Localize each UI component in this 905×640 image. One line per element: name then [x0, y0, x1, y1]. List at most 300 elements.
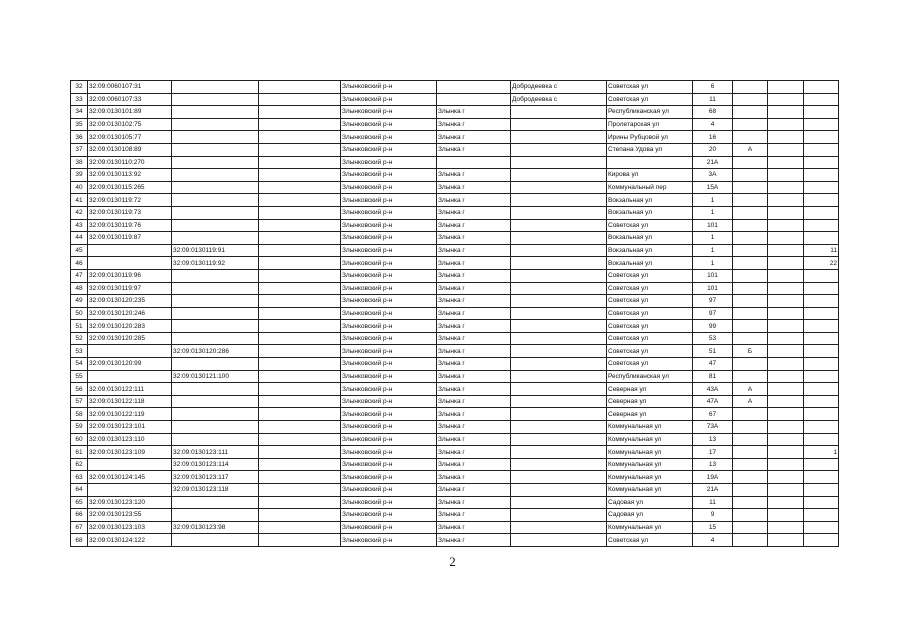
- cadastral-number-cell: 32:09:0130123:55: [88, 509, 172, 522]
- town-cell: Злынка г: [437, 282, 511, 295]
- street-cell: Вокзальная ул: [607, 194, 693, 207]
- table-row: [71, 521, 839, 534]
- village-cell: [511, 370, 607, 383]
- empty-cell: [259, 370, 341, 383]
- town-cell: [437, 93, 511, 106]
- house-number-cell: 101: [693, 282, 733, 295]
- related-cadastral-number-cell: [172, 496, 259, 509]
- cadastral-number-cell: 32:09:0130122:111: [88, 383, 172, 396]
- empty-cell: [259, 332, 341, 345]
- row-number-cell: 39: [71, 169, 88, 182]
- letter-cell: [733, 320, 768, 333]
- village-cell: [511, 458, 607, 471]
- empty-cell: [259, 81, 341, 94]
- extra-cell: [768, 383, 804, 396]
- empty-cell: [259, 433, 341, 446]
- cadastral-number-cell: [88, 458, 172, 471]
- cadastral-number-cell: 32:09:0130123:110: [88, 433, 172, 446]
- street-cell: Вокзальная ул: [607, 257, 693, 270]
- town-cell: Злынка г: [437, 206, 511, 219]
- empty-cell: [259, 181, 341, 194]
- village-cell: [511, 169, 607, 182]
- letter-cell: [733, 181, 768, 194]
- village-cell: [511, 421, 607, 434]
- row-number-cell: 47: [71, 269, 88, 282]
- house-number-cell: 21А: [693, 484, 733, 497]
- extra-cell: [768, 345, 804, 358]
- town-cell: Злынка г: [437, 509, 511, 522]
- village-cell: [511, 131, 607, 144]
- town-cell: Злынка г: [437, 345, 511, 358]
- street-cell: Вокзальная ул: [607, 206, 693, 219]
- village-cell: [511, 433, 607, 446]
- town-cell: Злынка г: [437, 383, 511, 396]
- row-number-cell: 32: [71, 81, 88, 94]
- town-cell: Злынка г: [437, 408, 511, 421]
- street-cell: Садовая ул: [607, 496, 693, 509]
- apartment-cell: [804, 269, 839, 282]
- related-cadastral-number-cell: [172, 307, 259, 320]
- apartment-cell: [804, 320, 839, 333]
- town-cell: Злынка г: [437, 395, 511, 408]
- apartment-cell: [804, 131, 839, 144]
- extra-cell: [768, 484, 804, 497]
- village-cell: [511, 244, 607, 257]
- house-number-cell: 4: [693, 534, 733, 547]
- letter-cell: [733, 169, 768, 182]
- letter-cell: [733, 232, 768, 245]
- empty-cell: [259, 257, 341, 270]
- letter-cell: Б: [733, 345, 768, 358]
- table-row: [71, 232, 839, 245]
- extra-cell: [768, 421, 804, 434]
- empty-cell: [259, 458, 341, 471]
- table-row: [71, 131, 839, 144]
- village-cell: [511, 106, 607, 119]
- row-number-cell: 54: [71, 358, 88, 371]
- town-cell: Злынка г: [437, 496, 511, 509]
- letter-cell: А: [733, 383, 768, 396]
- district-cell: Злынковский р-н: [341, 521, 437, 534]
- village-cell: [511, 269, 607, 282]
- town-cell: Злынка г: [437, 433, 511, 446]
- street-cell: Северная ул: [607, 383, 693, 396]
- village-cell: [511, 156, 607, 169]
- cadastral-number-cell: 32:09:0130119:96: [88, 269, 172, 282]
- apartment-cell: [804, 433, 839, 446]
- cadastral-number-cell: 32:09:0130124:145: [88, 471, 172, 484]
- table-row: [71, 496, 839, 509]
- row-number-cell: 65: [71, 496, 88, 509]
- district-cell: Злынковский р-н: [341, 421, 437, 434]
- cadastral-number-cell: 32:09:0130119:87: [88, 232, 172, 245]
- table-row: [71, 169, 839, 182]
- related-cadastral-number-cell: [172, 206, 259, 219]
- street-cell: Коммунальная ул: [607, 458, 693, 471]
- town-cell: Злынка г: [437, 307, 511, 320]
- house-number-cell: 13: [693, 458, 733, 471]
- table-row: [71, 471, 839, 484]
- row-number-cell: 44: [71, 232, 88, 245]
- row-number-cell: 66: [71, 509, 88, 522]
- related-cadastral-number-cell: [172, 509, 259, 522]
- table-row: [71, 446, 839, 459]
- row-number-cell: 64: [71, 484, 88, 497]
- table-row: [71, 509, 839, 522]
- empty-cell: [259, 169, 341, 182]
- cadastral-number-cell: 32:09:0060107:33: [88, 93, 172, 106]
- apartment-cell: [804, 81, 839, 94]
- street-cell: Коммунальная ул: [607, 471, 693, 484]
- table-row: [71, 269, 839, 282]
- house-number-cell: 99: [693, 320, 733, 333]
- empty-cell: [259, 484, 341, 497]
- table-row: [71, 534, 839, 547]
- extra-cell: [768, 244, 804, 257]
- street-cell: Степана Удова ул: [607, 143, 693, 156]
- letter-cell: [733, 295, 768, 308]
- table-row: [71, 332, 839, 345]
- town-cell: Злынка г: [437, 181, 511, 194]
- village-cell: [511, 446, 607, 459]
- extra-cell: [768, 295, 804, 308]
- village-cell: [511, 219, 607, 232]
- row-number-cell: 60: [71, 433, 88, 446]
- village-cell: [511, 307, 607, 320]
- town-cell: Злынка г: [437, 118, 511, 131]
- district-cell: Злынковский р-н: [341, 169, 437, 182]
- extra-cell: [768, 320, 804, 333]
- row-number-cell: 41: [71, 194, 88, 207]
- related-cadastral-number-cell: [172, 169, 259, 182]
- apartment-cell: 1: [804, 446, 839, 459]
- village-cell: [511, 408, 607, 421]
- table-row: [71, 282, 839, 295]
- town-cell: Злынка г: [437, 257, 511, 270]
- apartment-cell: [804, 332, 839, 345]
- apartment-cell: [804, 194, 839, 207]
- letter-cell: [733, 81, 768, 94]
- cadastral-number-cell: 32:09:0130120:283: [88, 320, 172, 333]
- empty-cell: [259, 345, 341, 358]
- street-cell: Коммунальная ул: [607, 446, 693, 459]
- town-cell: Злынка г: [437, 358, 511, 371]
- table-row: [71, 408, 839, 421]
- cadastral-number-cell: 32:09:0130105:77: [88, 131, 172, 144]
- empty-cell: [259, 446, 341, 459]
- town-cell: Злынка г: [437, 521, 511, 534]
- empty-cell: [259, 295, 341, 308]
- row-number-cell: 34: [71, 106, 88, 119]
- cadastral-number-cell: 32:09:0130123:120: [88, 496, 172, 509]
- related-cadastral-number-cell: [172, 219, 259, 232]
- apartment-cell: [804, 496, 839, 509]
- street-cell: Коммунальная ул: [607, 484, 693, 497]
- district-cell: Злынковский р-н: [341, 509, 437, 522]
- house-number-cell: 1: [693, 194, 733, 207]
- street-cell: Кирова ул: [607, 169, 693, 182]
- cadastral-number-cell: [88, 370, 172, 383]
- district-cell: Злынковский р-н: [341, 471, 437, 484]
- table-row: [71, 181, 839, 194]
- house-number-cell: 67: [693, 408, 733, 421]
- extra-cell: [768, 471, 804, 484]
- house-number-cell: 1: [693, 232, 733, 245]
- empty-cell: [259, 358, 341, 371]
- row-number-cell: 53: [71, 345, 88, 358]
- house-number-cell: 16: [693, 131, 733, 144]
- letter-cell: [733, 131, 768, 144]
- row-number-cell: 67: [71, 521, 88, 534]
- related-cadastral-number-cell: [172, 383, 259, 396]
- empty-cell: [259, 156, 341, 169]
- extra-cell: [768, 509, 804, 522]
- cadastral-number-cell: 32:09:0130119:73: [88, 206, 172, 219]
- cadastral-number-cell: [88, 257, 172, 270]
- empty-cell: [259, 282, 341, 295]
- empty-cell: [259, 307, 341, 320]
- extra-cell: [768, 395, 804, 408]
- related-cadastral-number-cell: [172, 421, 259, 434]
- letter-cell: [733, 484, 768, 497]
- empty-cell: [259, 509, 341, 522]
- cadastral-number-cell: 32:09:0130119:72: [88, 194, 172, 207]
- town-cell: Злынка г: [437, 269, 511, 282]
- empty-cell: [259, 421, 341, 434]
- house-number-cell: 20: [693, 143, 733, 156]
- house-number-cell: 11: [693, 496, 733, 509]
- table-row: [71, 484, 839, 497]
- street-cell: [607, 156, 693, 169]
- extra-cell: [768, 446, 804, 459]
- district-cell: Злынковский р-н: [341, 433, 437, 446]
- town-cell: [437, 156, 511, 169]
- house-number-cell: 1: [693, 257, 733, 270]
- related-cadastral-number-cell: 32:09:0130119:91: [172, 244, 259, 257]
- empty-cell: [259, 534, 341, 547]
- cadastral-number-cell: [88, 484, 172, 497]
- house-number-cell: 101: [693, 219, 733, 232]
- district-cell: Злынковский р-н: [341, 345, 437, 358]
- cadastral-number-cell: [88, 244, 172, 257]
- cadastral-number-cell: 32:09:0130110:270: [88, 156, 172, 169]
- apartment-cell: [804, 282, 839, 295]
- empty-cell: [259, 496, 341, 509]
- table-row: [71, 383, 839, 396]
- row-number-cell: 57: [71, 395, 88, 408]
- extra-cell: [768, 131, 804, 144]
- district-cell: Злынковский р-н: [341, 269, 437, 282]
- row-number-cell: 46: [71, 257, 88, 270]
- empty-cell: [259, 269, 341, 282]
- house-number-cell: 11: [693, 93, 733, 106]
- empty-cell: [259, 194, 341, 207]
- table-row: [71, 143, 839, 156]
- apartment-cell: [804, 295, 839, 308]
- related-cadastral-number-cell: [172, 433, 259, 446]
- table-row: [71, 295, 839, 308]
- letter-cell: [733, 307, 768, 320]
- district-cell: Злынковский р-н: [341, 93, 437, 106]
- related-cadastral-number-cell: [172, 295, 259, 308]
- letter-cell: [733, 269, 768, 282]
- district-cell: Злынковский р-н: [341, 219, 437, 232]
- table-row: [71, 320, 839, 333]
- related-cadastral-number-cell: [172, 282, 259, 295]
- related-cadastral-number-cell: 32:09:0130123:114: [172, 458, 259, 471]
- village-cell: [511, 206, 607, 219]
- apartment-cell: [804, 395, 839, 408]
- related-cadastral-number-cell: [172, 534, 259, 547]
- district-cell: Злынковский р-н: [341, 206, 437, 219]
- row-number-cell: 51: [71, 320, 88, 333]
- extra-cell: [768, 156, 804, 169]
- table-row: [71, 433, 839, 446]
- apartment-cell: 22: [804, 257, 839, 270]
- related-cadastral-number-cell: [172, 81, 259, 94]
- letter-cell: [733, 521, 768, 534]
- letter-cell: [733, 408, 768, 421]
- table-row: [71, 156, 839, 169]
- village-cell: [511, 194, 607, 207]
- row-number-cell: 58: [71, 408, 88, 421]
- empty-cell: [259, 232, 341, 245]
- empty-cell: [259, 118, 341, 131]
- letter-cell: [733, 446, 768, 459]
- extra-cell: [768, 496, 804, 509]
- empty-cell: [259, 521, 341, 534]
- village-cell: [511, 345, 607, 358]
- street-cell: Советская ул: [607, 332, 693, 345]
- letter-cell: [733, 93, 768, 106]
- apartment-cell: [804, 383, 839, 396]
- empty-cell: [259, 383, 341, 396]
- related-cadastral-number-cell: [172, 269, 259, 282]
- row-number-cell: 42: [71, 206, 88, 219]
- apartment-cell: [804, 118, 839, 131]
- street-cell: Пролетарская ул: [607, 118, 693, 131]
- street-cell: Советская ул: [607, 358, 693, 371]
- street-cell: Северная ул: [607, 408, 693, 421]
- town-cell: Злынка г: [437, 446, 511, 459]
- village-cell: Добродеевка с: [511, 81, 607, 94]
- table-row: [71, 206, 839, 219]
- letter-cell: [733, 471, 768, 484]
- extra-cell: [768, 93, 804, 106]
- town-cell: Злынка г: [437, 295, 511, 308]
- related-cadastral-number-cell: 32:09:0130123:111: [172, 446, 259, 459]
- house-number-cell: 101: [693, 269, 733, 282]
- extra-cell: [768, 106, 804, 119]
- row-number-cell: 33: [71, 93, 88, 106]
- cadastral-number-cell: 32:09:0060107:31: [88, 81, 172, 94]
- apartment-cell: [804, 509, 839, 522]
- district-cell: Злынковский р-н: [341, 383, 437, 396]
- row-number-cell: 63: [71, 471, 88, 484]
- related-cadastral-number-cell: [172, 156, 259, 169]
- row-number-cell: 59: [71, 421, 88, 434]
- table-row: [71, 219, 839, 232]
- cadastral-number-cell: 32:09:0130119:97: [88, 282, 172, 295]
- extra-cell: [768, 169, 804, 182]
- district-cell: Злынковский р-н: [341, 106, 437, 119]
- cadastral-number-cell: 32:09:0130120:285: [88, 332, 172, 345]
- town-cell: Злынка г: [437, 458, 511, 471]
- village-cell: Добродеевка с: [511, 93, 607, 106]
- cadastral-number-cell: 32:09:0130119:76: [88, 219, 172, 232]
- empty-cell: [259, 106, 341, 119]
- apartment-cell: 11: [804, 244, 839, 257]
- letter-cell: [733, 332, 768, 345]
- house-number-cell: 73А: [693, 421, 733, 434]
- letter-cell: [733, 458, 768, 471]
- table-row: [71, 458, 839, 471]
- district-cell: Злынковский р-н: [341, 295, 437, 308]
- row-number-cell: 49: [71, 295, 88, 308]
- village-cell: [511, 358, 607, 371]
- village-cell: [511, 320, 607, 333]
- related-cadastral-number-cell: 32:09:0130121:100: [172, 370, 259, 383]
- table-row: [71, 345, 839, 358]
- table-row: [71, 93, 839, 106]
- table-row: [71, 194, 839, 207]
- apartment-cell: [804, 106, 839, 119]
- street-cell: Коммунальная ул: [607, 521, 693, 534]
- extra-cell: [768, 181, 804, 194]
- letter-cell: [733, 244, 768, 257]
- apartment-cell: [804, 421, 839, 434]
- extra-cell: [768, 232, 804, 245]
- page-number: 2: [449, 554, 456, 569]
- cadastral-number-cell: 32:09:0130120:99: [88, 358, 172, 371]
- related-cadastral-number-cell: [172, 143, 259, 156]
- village-cell: [511, 471, 607, 484]
- district-cell: Злынковский р-н: [341, 81, 437, 94]
- cadastral-number-cell: 32:09:0130120:235: [88, 295, 172, 308]
- house-number-cell: 53: [693, 332, 733, 345]
- house-number-cell: 4: [693, 118, 733, 131]
- letter-cell: [733, 534, 768, 547]
- village-cell: [511, 509, 607, 522]
- cadastral-number-cell: 32:09:0130122:119: [88, 408, 172, 421]
- related-cadastral-number-cell: [172, 332, 259, 345]
- street-cell: Республиканская ул: [607, 106, 693, 119]
- cadastral-number-cell: 32:09:0130115:265: [88, 181, 172, 194]
- town-cell: Злынка г: [437, 370, 511, 383]
- street-cell: Коммунальный пер: [607, 181, 693, 194]
- extra-cell: [768, 408, 804, 421]
- related-cadastral-number-cell: 32:09:0130123:117: [172, 471, 259, 484]
- letter-cell: [733, 118, 768, 131]
- district-cell: Злынковский р-н: [341, 118, 437, 131]
- related-cadastral-number-cell: [172, 106, 259, 119]
- apartment-cell: [804, 169, 839, 182]
- street-cell: Советская ул: [607, 93, 693, 106]
- letter-cell: [733, 496, 768, 509]
- extra-cell: [768, 433, 804, 446]
- empty-cell: [259, 408, 341, 421]
- district-cell: Злынковский р-н: [341, 244, 437, 257]
- village-cell: [511, 181, 607, 194]
- house-number-cell: 6: [693, 81, 733, 94]
- extra-cell: [768, 118, 804, 131]
- extra-cell: [768, 521, 804, 534]
- extra-cell: [768, 307, 804, 320]
- apartment-cell: [804, 219, 839, 232]
- district-cell: Злынковский р-н: [341, 370, 437, 383]
- empty-cell: [259, 206, 341, 219]
- empty-cell: [259, 471, 341, 484]
